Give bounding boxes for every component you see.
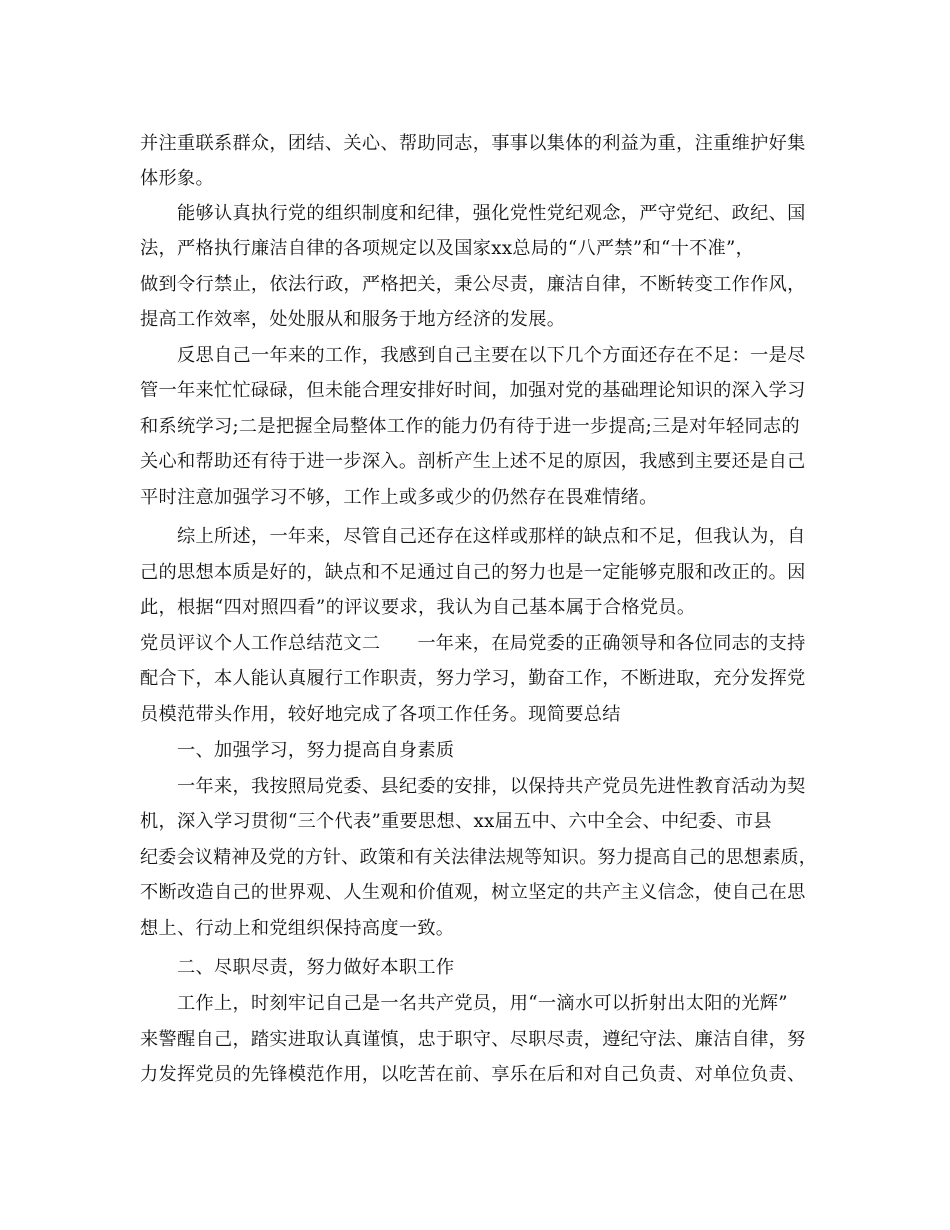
text-line: 一年来，我按照局党委、县纪委的安排，以保持共产党员先进性教育活动为契: [177, 776, 806, 797]
text-line: 配合下，本人能认真履行工作职责，努力学习，勤奋工作，不断进取，充分发挥党: [140, 668, 806, 689]
text-line: 己的思想本质是好的，缺点和不足通过自己的努力也是一定能够克服和改正的。因: [140, 562, 806, 583]
text-line: 来警醒自己，踏实进取认真谨慎，忠于职守、尽职尽责，遵纪守法、廉洁自律，努: [140, 1029, 806, 1050]
text-line: 法，严格执行廉洁自律的各项规定以及国家xx总局的“八严禁”和“十不准”，: [140, 238, 755, 259]
text-line: 反思自己一年来的工作，我感到自己主要在以下几个方面还存在不足：一是尽: [177, 345, 806, 366]
text-line: 并注重联系群众，团结、关心、帮助同志，事事以集体的利益为重，注重维护好集: [140, 133, 806, 154]
text-line: 工作上，时刻牢记自己是一名共产党员，用“一滴水可以折射出太阳的光辉”: [177, 993, 788, 1014]
text-line: 员模范带头作用，较好地完成了各项工作任务。现简要总结: [140, 704, 621, 725]
text-line: 和系统学习;二是把握全局整体工作的能力仍有待于进一步提高;三是对年轻同志的: [140, 416, 800, 437]
text-line: 党员评议个人工作总结范文二 一年来，在局党委的正确领导和各位同志的支持: [140, 633, 806, 654]
text-line: 纪委会议精神及党的方针、政策和有关法律法规等知识。努力提高自己的思想素质，: [140, 847, 818, 868]
text-line: 体形象。: [140, 168, 214, 189]
text-line: 做到令行禁止，依法行政，严格把关，秉公尽责，廉洁自律，不断转变工作作风，: [140, 274, 806, 295]
text-line: 关心和帮助还有待于进一步深入。剖析产生上述不足的原因，我感到主要还是自己: [140, 451, 806, 472]
text-line: 管一年来忙忙碌碌，但未能合理安排好时间，加强对党的基础理论知识的深入学习: [140, 380, 806, 401]
section-heading: 一、加强学习，努力提高自身素质: [177, 740, 455, 761]
section-heading: 二、尽职尽责，努力做好本职工作: [177, 957, 455, 978]
text-line: 机，深入学习贯彻“三个代表”重要思想、xx届五中、六中全会、中纪委、市县: [140, 811, 772, 832]
text-line: 提高工作效率，处处服从和服务于地方经济的发展。: [140, 309, 566, 330]
text-line: 综上所述，一年来，尽管自己还存在这样或那样的缺点和不足，但我认为，自: [177, 526, 806, 547]
text-line: 平时注意加强学习不够，工作上或多或少的仍然存在畏难情绪。: [140, 487, 658, 508]
text-line: 力发挥党员的先锋模范作用，以吃苦在前、享乐在后和对自己负责、对单位负责、: [140, 1064, 806, 1085]
text-line: 此，根据“四对照四看”的评议要求，我认为自己基本属于合格党员。: [140, 597, 696, 618]
text-line: 能够认真执行党的组织制度和纪律，强化党性党纪观念，严守党纪、政纪、国: [177, 203, 806, 224]
text-line: 想上、行动上和党组织保持高度一致。: [140, 918, 455, 939]
text-line: 不断改造自己的世界观、人生观和价值观，树立坚定的共产主义信念，使自己在思: [140, 882, 806, 903]
